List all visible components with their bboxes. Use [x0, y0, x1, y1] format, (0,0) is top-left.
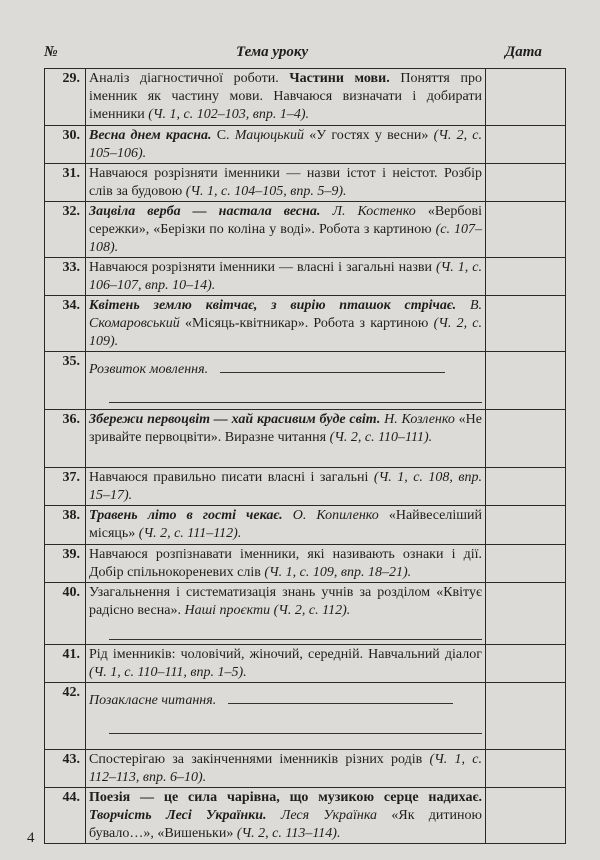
topic-text: (с. 107–108).	[89, 222, 482, 255]
lesson-topic	[86, 202, 486, 258]
topic-text: Навчаюся правильно писати власні і загальні	[89, 470, 374, 485]
topic-text: Наші проєкти (Ч. 2, с. 112).	[184, 603, 351, 618]
topic-text: Н. Козленко	[384, 412, 455, 427]
topic-text	[320, 204, 332, 219]
table-row	[45, 258, 566, 296]
lesson-topic	[86, 468, 486, 506]
lesson-topic	[86, 69, 486, 126]
topic-text: (Ч. 1, с. 104–105, впр. 5–9).	[185, 184, 347, 199]
fill-in-line[interactable]	[109, 622, 482, 640]
lesson-number: 32.	[45, 202, 86, 258]
fill-in-line[interactable]	[228, 691, 453, 704]
lesson-topic	[86, 545, 486, 583]
topic-text: Поняття про іменник як частину мови. Навчаюся визначати і добирати іменники	[89, 71, 482, 122]
lesson-topic	[86, 583, 486, 645]
lesson-date-cell[interactable]	[486, 258, 566, 296]
table-row	[45, 126, 566, 164]
lesson-date-cell[interactable]	[486, 468, 566, 506]
lesson-topic	[86, 258, 486, 296]
lesson-number: 39.	[45, 545, 86, 583]
table-row	[45, 410, 566, 468]
lesson-topic	[86, 683, 486, 750]
lesson-date-cell[interactable]	[486, 545, 566, 583]
table-row	[45, 545, 566, 583]
table-row	[45, 352, 566, 410]
lesson-topic	[86, 645, 486, 683]
topic-text: (Ч. 1, с. 108, впр. 15–17).	[89, 470, 482, 503]
lesson-date-cell[interactable]	[486, 410, 566, 468]
topic-text: Збережи первоцвіт — хай красивим буде світ.	[89, 412, 381, 427]
table-row	[45, 645, 566, 683]
lesson-date-cell[interactable]	[486, 126, 566, 164]
topic-text: Частини мови.	[289, 71, 390, 86]
topic-text: «Як дитиною бувало…», «Вишеньки»	[89, 808, 482, 841]
topic-text: Навчаюся розрізняти іменники — назви істот і неістот. Розбір слів за будовою	[89, 166, 482, 199]
topic-text: (Ч. 1, с. 112–113, впр. 6–10).	[89, 752, 482, 785]
topic-text: Зацвіла верба — настала весна.	[89, 204, 321, 219]
lesson-number: 44.	[45, 788, 86, 844]
table-row	[45, 583, 566, 645]
lesson-date-cell[interactable]	[486, 583, 566, 645]
topic-text: (Ч. 1, с. 106–107, впр. 10–14).	[89, 260, 482, 293]
lesson-date-cell[interactable]	[486, 788, 566, 844]
table-row	[45, 468, 566, 506]
lesson-topic	[86, 296, 486, 352]
topic-text: «Вербові сережки», «Берізки по коліна у воді». Робота з картиною	[89, 204, 483, 237]
column-header-number: №	[44, 44, 58, 60]
fill-in-line[interactable]	[220, 360, 445, 373]
topic-text: Навчаюся розпізнавати іменники, які називають ознаки і дії. Добір спільнокореневих слів	[89, 547, 482, 580]
topic-text: «Найвеселіший місяць»	[89, 508, 482, 541]
lesson-number: 43.	[45, 750, 86, 788]
lesson-number: 41.	[45, 645, 86, 683]
table-row	[45, 683, 566, 750]
topic-text: Аналіз діагностичної роботи.	[89, 71, 290, 86]
topic-text: Спостерігаю за закінченнями іменників різних родів	[89, 752, 430, 767]
lesson-number: 34.	[45, 296, 86, 352]
table-row	[45, 750, 566, 788]
topic-text: Л. Костенко	[332, 204, 416, 219]
table-row	[45, 69, 566, 126]
topic-text: «Місяць-квітникар». Робота з картиною	[179, 316, 434, 331]
lesson-topic	[86, 788, 486, 844]
lesson-date-cell[interactable]	[486, 352, 566, 410]
page-number: 4	[27, 830, 35, 846]
topic-text: Травень літо в гості чекає.	[89, 508, 283, 523]
lesson-topic	[86, 410, 486, 468]
table-row	[45, 506, 566, 545]
lesson-date-cell[interactable]	[486, 645, 566, 683]
topic-text: (Ч. 2, с. 105–106).	[89, 128, 483, 161]
topic-text: «У гостях у весни»	[304, 128, 434, 143]
table-row	[45, 296, 566, 352]
lesson-date-cell[interactable]	[486, 683, 566, 750]
topic-text: Мацюцький	[234, 128, 305, 143]
topic-text: В. Скомаровський	[89, 298, 483, 331]
lesson-date-cell[interactable]	[486, 506, 566, 545]
topic-text: (Ч. 1, с. 109, впр. 18–21).	[264, 565, 412, 580]
lesson-number: 35.	[45, 352, 86, 410]
lesson-topic	[86, 506, 486, 545]
lesson-number: 29.	[45, 69, 86, 126]
column-header-topic: Тема уроку	[236, 44, 309, 60]
lesson-date-cell[interactable]	[486, 750, 566, 788]
topic-text: С.	[211, 128, 235, 143]
topic-text: Позакласне читання.	[89, 693, 217, 708]
topic-text: (Ч. 2, с. 111–112).	[138, 526, 242, 541]
topic-text: Розвиток мовлення.	[89, 362, 209, 377]
topic-text: (Ч. 1, с. 102–103, впр. 1–4).	[148, 107, 309, 122]
lesson-date-cell[interactable]	[486, 164, 566, 202]
lesson-number: 38.	[45, 506, 86, 545]
lesson-number: 42.	[45, 683, 86, 750]
table-row	[45, 164, 566, 202]
topic-text: Поезія — це сила чарівна, що музикою серце надихає.	[89, 790, 482, 805]
topic-text: О. Копиленко	[292, 508, 379, 523]
topic-text: (Ч. 2, с. 110–111).	[329, 430, 433, 445]
column-header-date: Дата	[505, 44, 542, 60]
lesson-date-cell[interactable]	[486, 202, 566, 258]
topic-text: Квітень землю квітчає, з вирію пташок стрічає.	[89, 298, 457, 313]
lesson-topic	[86, 164, 486, 202]
table-row	[45, 788, 566, 844]
lesson-date-cell[interactable]	[486, 296, 566, 352]
lesson-number: 37.	[45, 468, 86, 506]
topic-text	[283, 508, 293, 523]
table-row	[45, 202, 566, 258]
topic-text: Весна днем красна.	[89, 128, 212, 143]
lesson-number: 33.	[45, 258, 86, 296]
topic-text: (Ч. 1, с. 110–111, впр. 1–5).	[89, 665, 247, 680]
lesson-number: 36.	[45, 410, 86, 468]
lesson-number: 30.	[45, 126, 86, 164]
topic-text: Леся Українка	[266, 808, 378, 823]
lesson-topic	[86, 352, 486, 410]
topic-text: Навчаюся розрізняти іменники — власні і загальні назви	[89, 260, 436, 275]
topic-text: (Ч. 2, с. 109).	[89, 316, 483, 349]
lesson-topic	[86, 750, 486, 788]
topic-text: Творчість Лесі Українки.	[89, 808, 267, 823]
lesson-number: 31.	[45, 164, 86, 202]
lesson-date-cell[interactable]	[486, 69, 566, 126]
topic-text: (Ч. 2, с. 113–114).	[236, 826, 341, 841]
lesson-plan-table	[44, 68, 566, 844]
topic-text	[456, 298, 470, 313]
lesson-topic	[86, 126, 486, 164]
topic-text: Узагальнення і систематизація знань учнів за розділом «Квітує радісно весна».	[89, 585, 482, 618]
topic-text: «Не зривайте первоцвіти». Виразне читання	[89, 412, 483, 445]
fill-in-line[interactable]	[109, 385, 482, 403]
topic-text: Рід іменників: чоловічий, жіночий, середній. Навчальний діалог	[89, 647, 482, 662]
fill-in-line[interactable]	[109, 716, 482, 734]
lesson-number: 40.	[45, 583, 86, 645]
